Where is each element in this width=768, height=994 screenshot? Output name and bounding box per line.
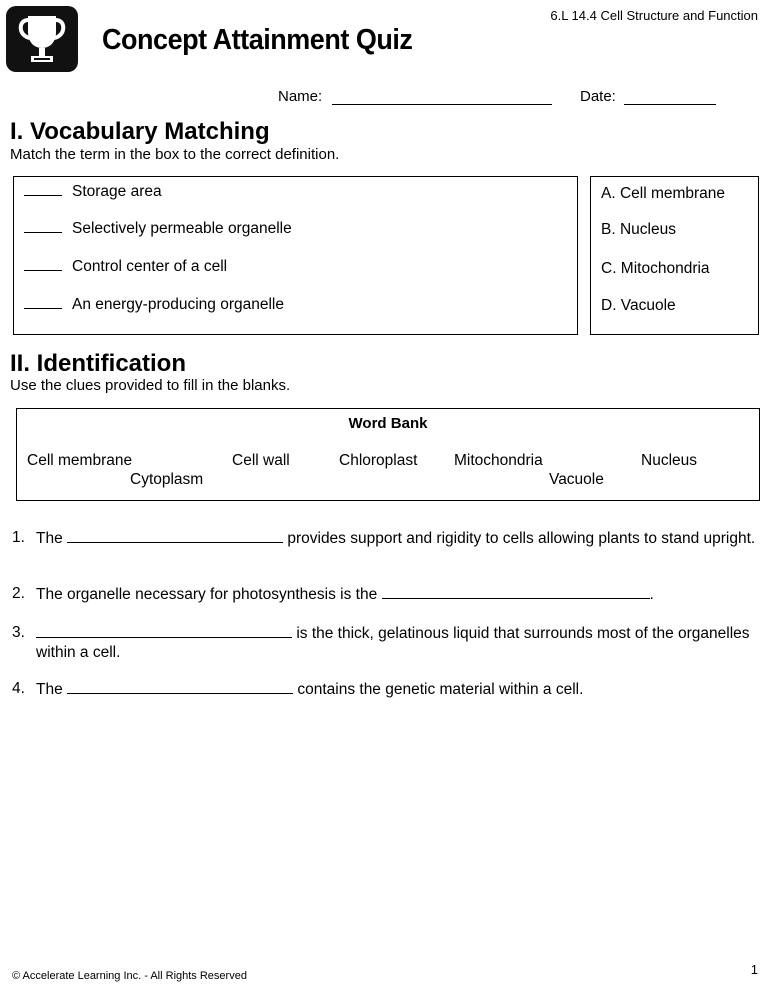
trophy-icon — [6, 6, 78, 72]
question-item — [12, 679, 760, 699]
name-row — [278, 88, 552, 105]
name-label: Name: — [278, 88, 323, 105]
page-title: Concept Attainment Quiz — [102, 24, 413, 56]
question-text: is the thick, gelatinous liquid that surrounds most of the organelles within a cell. — [36, 625, 750, 661]
word-bank-item: Cell wall — [232, 452, 290, 469]
word-bank-item: Cell membrane — [27, 452, 133, 469]
copyright-footer: © Accelerate Learning Inc. - All Rights Reserved — [12, 970, 247, 982]
question-number: 1. — [12, 529, 25, 546]
word-bank-item: Chloroplast — [339, 452, 418, 469]
answer-blank[interactable] — [24, 220, 62, 233]
word-bank-item: Vacuole — [549, 471, 604, 488]
term-row — [24, 258, 227, 276]
word-bank-item: Mitochondria — [454, 452, 543, 469]
word-bank-item: Nucleus — [641, 452, 697, 469]
word-bank-item: Cytoplasm — [130, 471, 204, 488]
question-text: The — [36, 530, 63, 547]
section2-instructions: Use the clues provided to fill in the blanks. — [10, 377, 291, 394]
course-reference: 6.L 14.4 Cell Structure and Function — [550, 8, 758, 23]
section1-instructions: Match the term in the box to the correct definition. — [10, 146, 340, 163]
question-number: 4. — [12, 680, 25, 697]
term-text: Control center of a cell — [72, 258, 228, 275]
term-row — [24, 183, 162, 201]
options-box — [590, 176, 759, 335]
question-text: . — [649, 586, 654, 603]
terms-box — [13, 176, 578, 335]
question-text: contains the genetic material within a cell. — [297, 681, 584, 698]
date-row — [580, 88, 716, 105]
term-text: Selectively permeable organelle — [72, 220, 292, 237]
section1-heading: I. Vocabulary Matching — [10, 118, 270, 145]
option-item: D. Vacuole — [601, 297, 676, 314]
answer-blank[interactable] — [382, 584, 650, 599]
question-item — [12, 623, 760, 662]
option-item: B. Nucleus — [601, 221, 676, 238]
word-bank — [16, 408, 760, 501]
question-text: The organelle necessary for photosynthesis is the — [36, 586, 378, 603]
question-item — [12, 584, 760, 604]
question-text: The — [36, 681, 63, 698]
date-label: Date: — [580, 88, 616, 105]
answer-blank[interactable] — [36, 623, 292, 638]
answer-blank[interactable] — [67, 528, 283, 543]
option-item: A. Cell membrane — [601, 185, 726, 202]
answer-blank[interactable] — [67, 679, 293, 694]
question-number: 3. — [12, 624, 25, 641]
trophy-logo — [6, 6, 78, 72]
answer-blank[interactable] — [24, 258, 62, 271]
question-text: provides support and rigidity to cells allowing plants to stand upright. — [287, 530, 756, 547]
page-number: 1 — [750, 962, 758, 977]
word-bank-title: Word Bank — [348, 415, 428, 432]
option-item: C. Mitochondria — [601, 260, 710, 277]
section2-heading: II. Identification — [10, 350, 187, 377]
answer-blank[interactable] — [24, 296, 62, 309]
date-field[interactable] — [624, 90, 716, 105]
term-row — [24, 296, 284, 314]
term-text: An energy-producing organelle — [72, 296, 284, 313]
answer-blank[interactable] — [24, 183, 62, 196]
question-item — [12, 528, 760, 548]
name-field[interactable] — [332, 90, 552, 105]
term-text: Storage area — [72, 183, 162, 200]
question-number: 2. — [12, 585, 25, 602]
term-row — [24, 220, 292, 238]
